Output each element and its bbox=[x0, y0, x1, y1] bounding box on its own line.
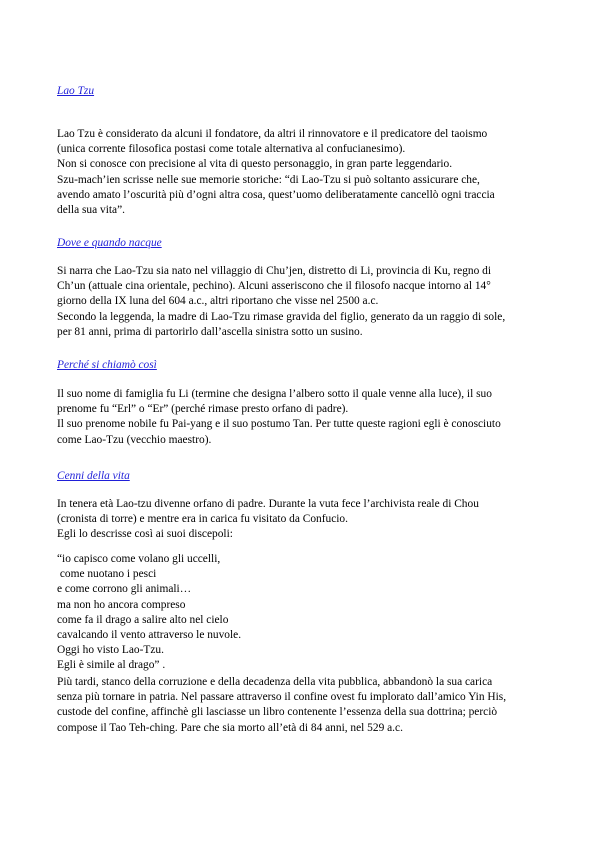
heading-perche-si-chiamo-cosi[interactable]: Perché si chiamò così bbox=[57, 359, 157, 371]
poem-line: come fa il drago a salire alto nel cielo bbox=[57, 613, 229, 626]
text-line: (unica corrente filosofica postasi come totale alternativa al confucianesimo). bbox=[57, 143, 406, 156]
poem-block bbox=[57, 552, 547, 674]
heading-cenni-della-vita[interactable]: Cenni della vita bbox=[57, 470, 130, 482]
heading-dove-e-quando-nacque[interactable]: Dove e quando nacque bbox=[57, 237, 162, 249]
text-line: custode del confine, affinchè gli lasciasse un libro contenente l’essenza della sua dottrina; perciò bbox=[57, 706, 498, 719]
poem-line: cavalcando il vento attraverso le nuvole. bbox=[57, 629, 242, 642]
poem-line: Oggi ho visto Lao-Tzu. bbox=[57, 644, 164, 657]
paragraph-birth bbox=[57, 264, 547, 340]
text-line: prenome fu “Erl” o “Er” (perché rimase presto orfano di padre). bbox=[57, 403, 349, 416]
paragraph-name bbox=[57, 387, 547, 448]
paragraph-life-intro bbox=[57, 497, 547, 543]
poem-line: “io capisco come volano gli uccelli, bbox=[57, 553, 221, 565]
text-line: (cronista di torre) e mentre era in carica fu visitato da Confucio. bbox=[57, 513, 348, 526]
text-line: In tenera età Lao-tzu divenne orfano di padre. Durante la vuta fece l’archivista reale di Chou bbox=[57, 498, 479, 510]
text-line: della sua vita”. bbox=[57, 204, 125, 217]
text-line: come Lao-Tzu (vecchio maestro). bbox=[57, 433, 212, 446]
text-line: Secondo la leggenda, la madre di Lao-Tzu rimase gravida del figlio, generato da un raggio di sole, bbox=[57, 310, 506, 323]
text-line: Szu-mach’ien scrisse nelle sue memorie storiche: “di Lao-Tzu si può soltanto assicurare che, bbox=[57, 173, 480, 186]
poem-line: ma non ho ancora compreso bbox=[57, 598, 186, 611]
paragraph-intro bbox=[57, 127, 547, 218]
text-line: avendo amato l’oscurità più d’ogni altra cosa, quest’uomo deliberatamente cancellò ogni traccia bbox=[57, 188, 495, 201]
poem-line: Egli è simile al drago” . bbox=[57, 659, 166, 672]
heading-lao-tzu[interactable]: Lao Tzu bbox=[57, 85, 95, 97]
poem-line: come nuotano i pesci bbox=[57, 568, 157, 581]
text-line: senza più tornare in patria. Nel passare attraverso il confine ovest fu implorato dall’amico Yin His, bbox=[57, 691, 507, 704]
text-line: giorno della IX luna del 604 a.c., altri riportano che visse nel 2500 a.c. bbox=[57, 295, 379, 308]
text-line: Egli lo descrisse così ai suoi discepoli: bbox=[57, 528, 233, 541]
text-line: compose il Tao Teh-ching. Pare che sia morto all’età di 84 anni, nel 529 a.c. bbox=[57, 721, 403, 734]
poem-line: e come corrono gli animali… bbox=[57, 583, 192, 596]
text-line: Si narra che Lao-Tzu sia nato nel villaggio di Chu’jen, distretto di Li, provincia di Ku, regno di bbox=[57, 265, 492, 277]
text-line: Il suo nome di famiglia fu Li (termine che designa l’albero sotto il quale venne alla luce), il suo bbox=[57, 388, 492, 400]
text-line: Lao Tzu è considerato da alcuni il fondatore, da altri il rinnovatore e il predicatore del taoismo bbox=[57, 128, 488, 140]
text-line: Non si conosce con precisione al vita di questo personaggio, in gran parte leggendario. bbox=[57, 158, 453, 171]
text-line: Il suo prenome nobile fu Pai-yang e il suo postumo Tan. Per tutte queste ragioni egli è conosciuto bbox=[57, 418, 501, 431]
text-line: per 81 anni, prima di partorirlo dall’ascella sinistra sotto un susino. bbox=[57, 325, 363, 338]
paragraph-later-life bbox=[57, 675, 547, 736]
text-line: Più tardi, stanco della corruzione e della decadenza della vita pubblica, abbandonò la sua carica bbox=[57, 676, 493, 688]
text-line: Ch’un (attuale cina orientale, pechino). Alcuni asseriscono che il filosofo nacque intorno al 14° bbox=[57, 280, 491, 293]
